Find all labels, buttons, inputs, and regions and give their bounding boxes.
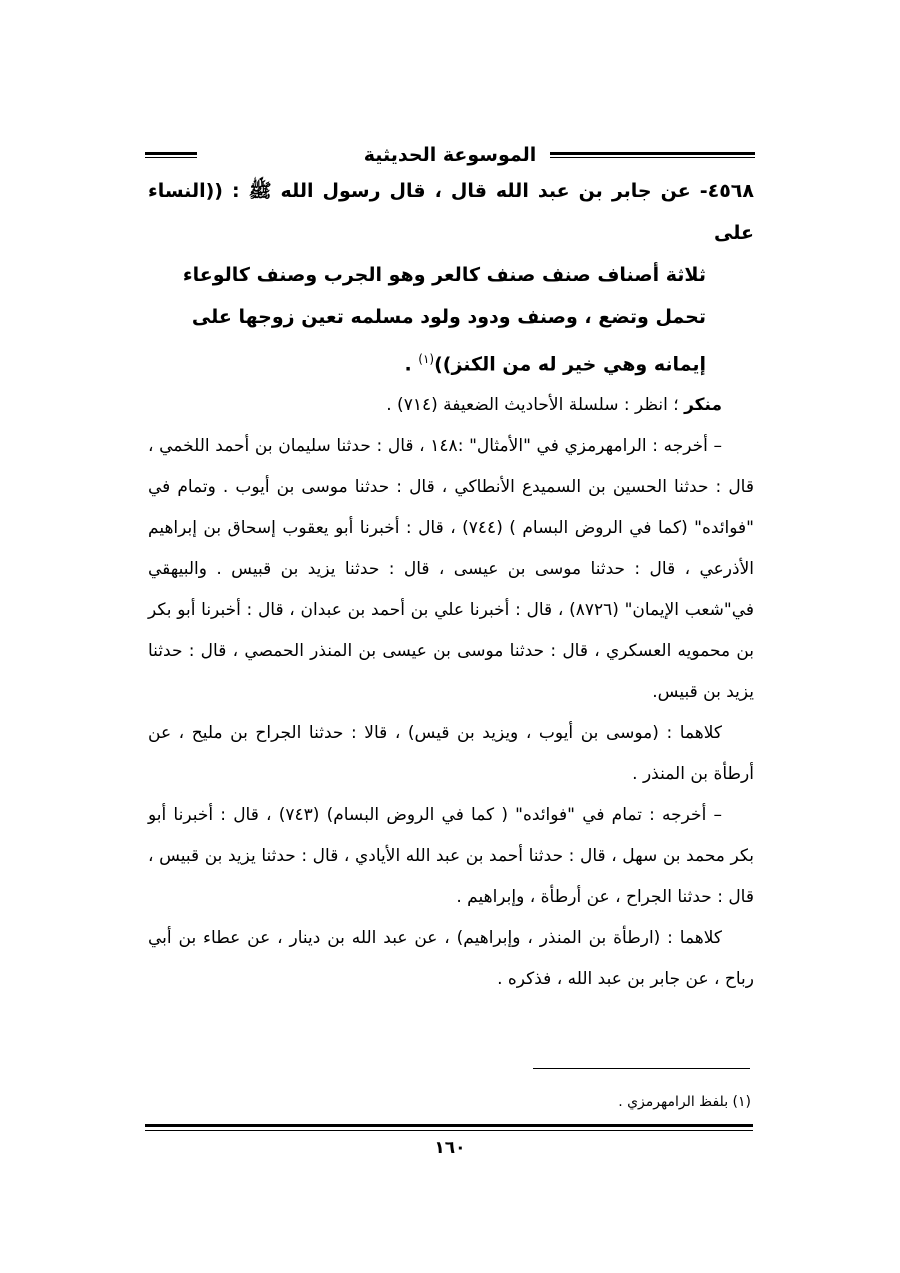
hadith-line-1: ٤٥٦٨- عن جابر بن عبد الله قال ، قال رسول الله ﷺ : ((النساء على: [148, 180, 754, 244]
hadith-line-4-end: .: [404, 353, 419, 376]
grading-paragraph: [148, 385, 754, 426]
hadith-line-4-text: إيمانه وهي خير له من الكنز)): [434, 353, 706, 376]
page-body: [148, 170, 754, 1000]
footer-rule: [145, 1124, 753, 1131]
footnote: (١) بلفظ الرامهرمزي .: [618, 1094, 751, 1110]
takhrij-paragraph-1: – أخرجه : الرامهرمزي في "الأمثال" :١٤٨ ، قال : حدثنا سليمان بن أحمد اللخمي ، قال : حدثنا الحسين بن السميدع الأنطاكي ، قال : حدثنا موسى بن أيوب . وتمام في "فوائده" (كما في الروض البسام ) (٧٤٤) ، قال : أخبرنا أبو يعقوب إسحاق بن إبراهيم الأذرعي ، قال : حدثنا موسى بن عيسى ، قال : حدثنا يزيد بن قبيس . والبيهقي في"شعب الإيمان" (٨٧٢٦) ، قال : أخبرنا علي بن أحمد بن عبدان ، قال : أخبرنا أبو بكر بن محمويه العسكري ، قال : حدثنا موسى بن عيسى بن المنذر الحمصي ، قال : حدثنا يزيد بن قبيس.: [148, 436, 755, 703]
grading-label: منكر: [684, 395, 722, 416]
page-number: ١٦٠: [434, 1138, 466, 1158]
hadith-line-3: تحمل وتضع ، وصنف ودود ولود مسلمه تعين زوجها على: [191, 306, 706, 328]
takhrij-paragraph-2: كلاهما : (موسى بن أيوب ، ويزيد بن قيس) ، قالا : حدثنا الجراح بن مليح ، عن أرطأة بن المنذر .: [148, 723, 754, 785]
hadith-line-4: [148, 338, 754, 385]
takhrij-paragraph-4: كلاهما : (ارطأة بن المنذر ، وإبراهيم) ، عن عبد الله بن دينار ، عن عطاء بن أبي رباح ، عن جابر بن عبد الله ، فذكره .: [148, 928, 754, 990]
header-title: الموسوعة الحديثية: [145, 140, 755, 170]
footnote-separator: [533, 1068, 750, 1069]
hadith-text: [148, 170, 754, 385]
footnote-marker: (١): [418, 352, 435, 366]
grading-text: ؛ انظر : سلسلة الأحاديث الضعيفة (٧١٤) .: [386, 395, 685, 416]
takhrij-paragraph-3: – أخرجه : تمام في "فوائده" ( كما في الروض البسام) (٧٤٣) ، قال : أخبرنا أبو بكر محمد بن سهل ، قال : حدثنا أحمد بن عبد الله الأيادي ، قال : حدثنا يزيد بن قبيس ، قال : حدثنا الجراح ، عن أرطأة ، وإبراهيم .: [148, 805, 754, 908]
hadith-line-2: ثلاثة أصناف صنف صنف كالعر وهو الجرب وصنف كالوعاء: [182, 264, 706, 286]
